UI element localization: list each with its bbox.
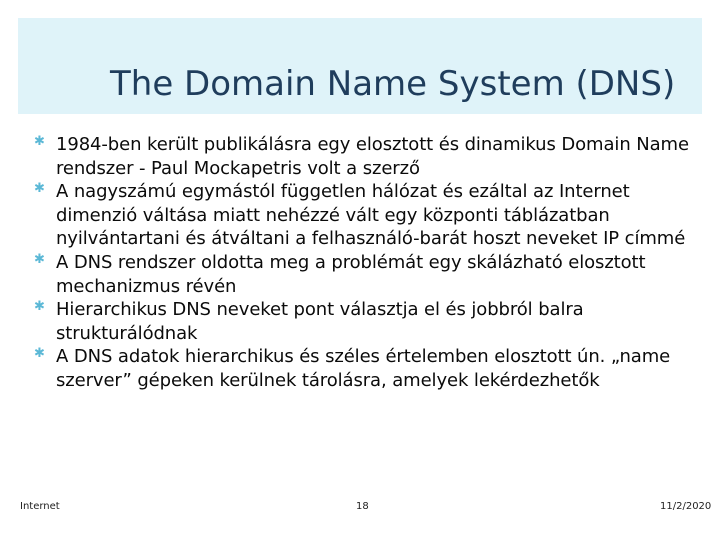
bullet-text: A DNS adatok hierarchikus és széles értelemben elosztott ún. „name szerver” gépeken kerülnek tárolásra, amelyek lekérdezhetők: [56, 346, 671, 391]
bullet-list: [0, 133, 720, 393]
bullet-text: A DNS rendszer oldotta meg a problémát egy skálázható elosztott mechanizmus révén: [56, 251, 646, 297]
slide-title: The Domain Name System (DNS): [110, 64, 676, 104]
bullet-text: 1984-ben került publikálásra egy elosztott és dinamikus Domain Name rendszer - Paul Mockapetris volt a szerző: [56, 134, 689, 179]
bullet-item: [0, 298, 720, 345]
bullet-item: [0, 133, 720, 180]
bullet-item: [0, 251, 720, 298]
asterisk-bullet-icon: ✱: [34, 134, 45, 149]
slide-number: 18: [356, 501, 369, 512]
asterisk-bullet-icon: ✱: [34, 299, 45, 315]
bullet-text: Hierarchikus DNS neveket pont választja el és jobbról balra strukturálódnak: [56, 299, 584, 344]
footer-date: 11/2/2020: [660, 501, 712, 512]
bullet-item: [0, 345, 720, 392]
asterisk-bullet-icon: ✱: [34, 181, 45, 197]
bullet-item: [0, 180, 720, 251]
asterisk-bullet-icon: ✱: [34, 346, 45, 362]
footer-left-text: Internet: [20, 501, 60, 512]
bullet-text: A nagyszámú egymástól független hálózat és ezáltal az Internet dimenzió váltása miatt nehézzé vált egy központi táblázatban nyilvántartani és átváltani a felhasználó-barát hoszt neveket IP címmé: [56, 181, 686, 250]
asterisk-bullet-icon: ✱: [34, 251, 45, 267]
